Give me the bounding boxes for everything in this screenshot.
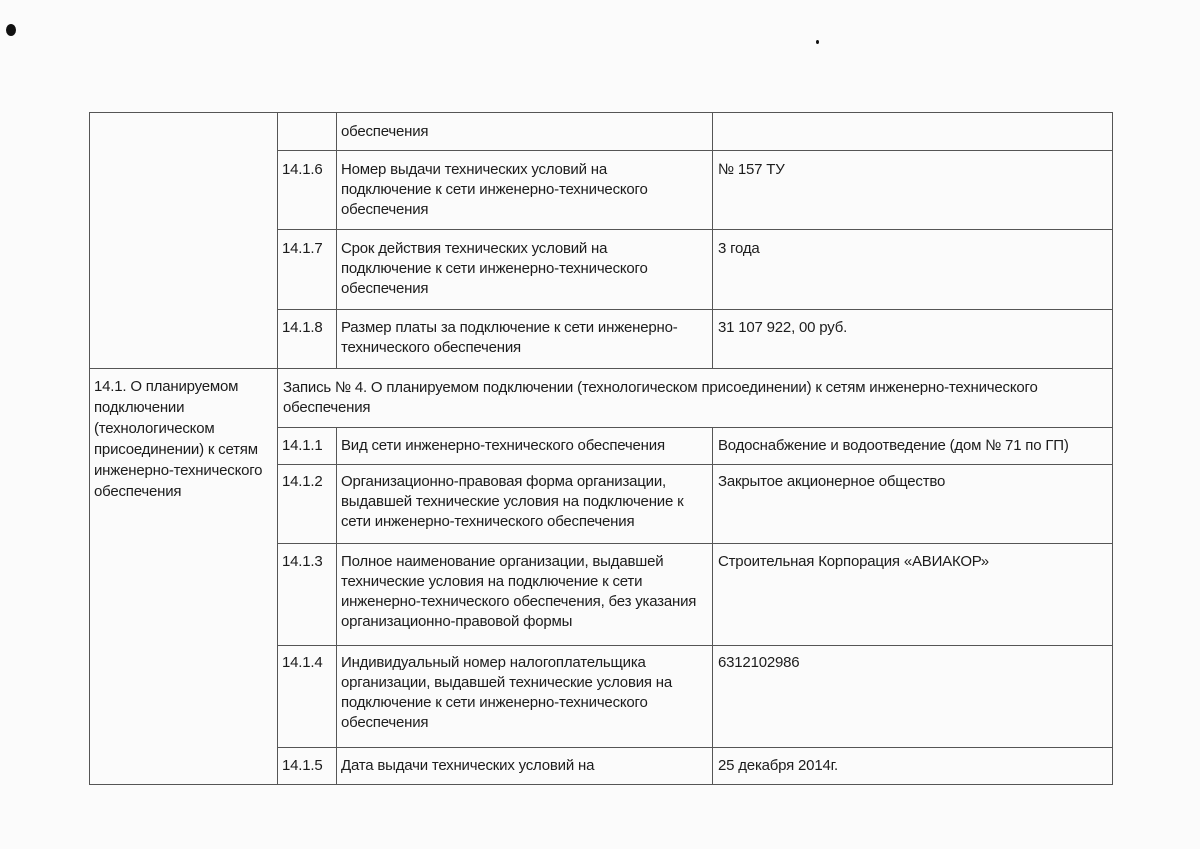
row-divider [277, 229, 1113, 230]
row-value: Водоснабжение и водоотведение (дом № 71 по ГП) [718, 437, 1069, 454]
row-value: № 157 ТУ [718, 161, 785, 178]
continued-label: обеспечения [341, 123, 429, 140]
scan-speck [816, 40, 819, 44]
row-label: Номер выдачи технических условий на подключение к сети инженерно-технического обеспечения [341, 161, 648, 218]
row-label: Вид сети инженерно-технического обеспечения [341, 437, 665, 454]
row-divider [277, 150, 1113, 151]
row-label: Индивидуальный номер налогоплательщика организации, выдавшей технические условия на подключение к сети инженерно-технического обеспечения [341, 654, 673, 731]
column-divider [336, 427, 337, 784]
row-number: 14.1.6 [282, 161, 323, 178]
section-title: 14.1. О планируемом подключении (технологическом присоединении) к сетям инженерно-технического обеспечения [94, 378, 263, 500]
row-label: Организационно-правовая форма организации, выдавшей технические условия на подключение к сети инженерно-технического обеспечения [341, 473, 684, 530]
row-value: Строительная Корпорация «АВИАКОР» [718, 553, 989, 570]
record-header: Запись № 4. О планируемом подключении (технологическом присоединении) к сетям инженерно-технического обеспечения [283, 379, 1038, 416]
row-label: Размер платы за подключение к сети инженерно-технического обеспечения [341, 319, 678, 356]
row-value: 6312102986 [718, 654, 800, 671]
table-border-left [89, 112, 90, 784]
column-divider [277, 112, 278, 784]
column-divider [712, 427, 713, 784]
row-number: 14.1.3 [282, 553, 323, 570]
row-value: Закрытое акционерное общество [718, 473, 946, 490]
table-border-right [1112, 112, 1113, 784]
row-divider [277, 747, 1113, 748]
row-divider [277, 309, 1113, 310]
row-divider [277, 543, 1113, 544]
row-value: 25 декабря 2014г. [718, 757, 839, 774]
row-label: Дата выдачи технических условий на [341, 757, 595, 774]
row-divider [277, 645, 1113, 646]
row-number: 14.1.5 [282, 757, 323, 774]
row-label: Полное наименование организации, выдавшей технические условия на подключение к сети инженерно-технического обеспечения, без указания организационно-правовой формы [341, 553, 697, 630]
scan-speck [6, 24, 16, 36]
row-number: 14.1.8 [282, 319, 323, 336]
row-number: 14.1.4 [282, 654, 323, 671]
row-number: 14.1.7 [282, 240, 323, 257]
row-value: 31 107 922, 00 руб. [718, 319, 848, 336]
row-number: 14.1.1 [282, 437, 323, 454]
row-label: Срок действия технических условий на подключение к сети инженерно-технического обеспечения [341, 240, 648, 297]
column-divider [712, 112, 713, 368]
column-divider [336, 112, 337, 368]
row-divider [277, 464, 1113, 465]
section-divider [89, 368, 1113, 369]
row-divider [277, 427, 1113, 428]
table-border-bottom [89, 784, 1113, 785]
row-number: 14.1.2 [282, 473, 323, 490]
row-value: 3 года [718, 240, 760, 257]
table-border-top [89, 112, 1113, 113]
